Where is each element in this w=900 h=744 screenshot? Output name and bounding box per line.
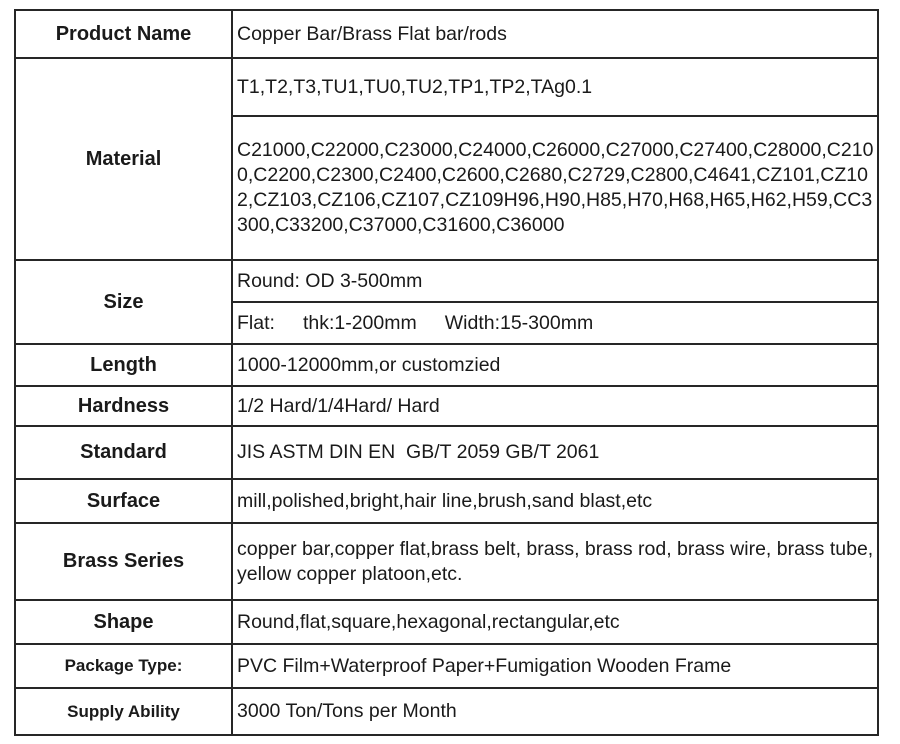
table-row: [15, 426, 878, 479]
size-flat-width: Width:15-300mm: [444, 311, 594, 334]
row-label-size: Size: [15, 260, 232, 344]
table-row: [15, 260, 878, 302]
size-flat-prefix: Flat:: [237, 311, 275, 334]
row-value-size-flat: [232, 302, 878, 344]
row-label-shape: Shape: [15, 600, 232, 644]
row-value-hardness: 1/2 Hard/1/4Hard/ Hard: [232, 386, 878, 426]
table-row: [15, 644, 878, 688]
row-value-brass-series: copper bar,copper flat,brass belt, brass, brass rod, brass wire, brass tube, yellow copper platoon,etc.: [232, 523, 878, 600]
row-label-hardness: Hardness: [15, 386, 232, 426]
row-label-supply-ability: Supply Ability: [15, 688, 232, 735]
table-row: [15, 344, 878, 386]
size-flat-thickness: thk:1-200mm: [302, 311, 417, 334]
row-label-package-type: Package Type:: [15, 644, 232, 688]
row-value-material-grades: T1,T2,T3,TU1,TU0,TU2,TP1,TP2,TAg0.1: [232, 58, 878, 116]
row-value-supply-ability: 3000 Ton/Tons per Month: [232, 688, 878, 735]
row-label-product-name: Product Name: [15, 10, 232, 58]
table-row: [15, 10, 878, 58]
table-row: [15, 58, 878, 116]
table-row: [15, 600, 878, 644]
table-row: [15, 688, 878, 735]
row-value-material-codes: C21000,C22000,C23000,C24000,C26000,C27000,C27400,C28000,C2100,C2200,C2300,C2400,C2600,C2680,C2729,C2800,C4641,CZ101,CZ102,CZ103,CZ106,CZ107,CZ109H96,H90,H85,H70,H68,H65,H62,H59,CC3300,C33200,C37000,C31600,C36000: [232, 116, 878, 260]
table-row: [15, 479, 878, 523]
row-value-surface: mill,polished,bright,hair line,brush,sand blast,etc: [232, 479, 878, 523]
row-value-length: 1000-12000mm,or customzied: [232, 344, 878, 386]
row-label-surface: Surface: [15, 479, 232, 523]
row-label-brass-series: Brass Series: [15, 523, 232, 600]
spec-table: [14, 9, 879, 736]
row-value-product-name: Copper Bar/Brass Flat bar/rods: [232, 10, 878, 58]
row-value-shape: Round,flat,square,hexagonal,rectangular,etc: [232, 600, 878, 644]
row-label-length: Length: [15, 344, 232, 386]
table-row: [15, 386, 878, 426]
row-value-standard: JIS ASTM DIN EN GB/T 2059 GB/T 2061: [232, 426, 878, 479]
row-label-standard: Standard: [15, 426, 232, 479]
row-value-package-type: PVC Film+Waterproof Paper+Fumigation Wooden Frame: [232, 644, 878, 688]
row-label-material: Material: [15, 58, 232, 260]
row-value-size-round: Round: OD 3-500mm: [232, 260, 878, 302]
table-row: [15, 523, 878, 600]
